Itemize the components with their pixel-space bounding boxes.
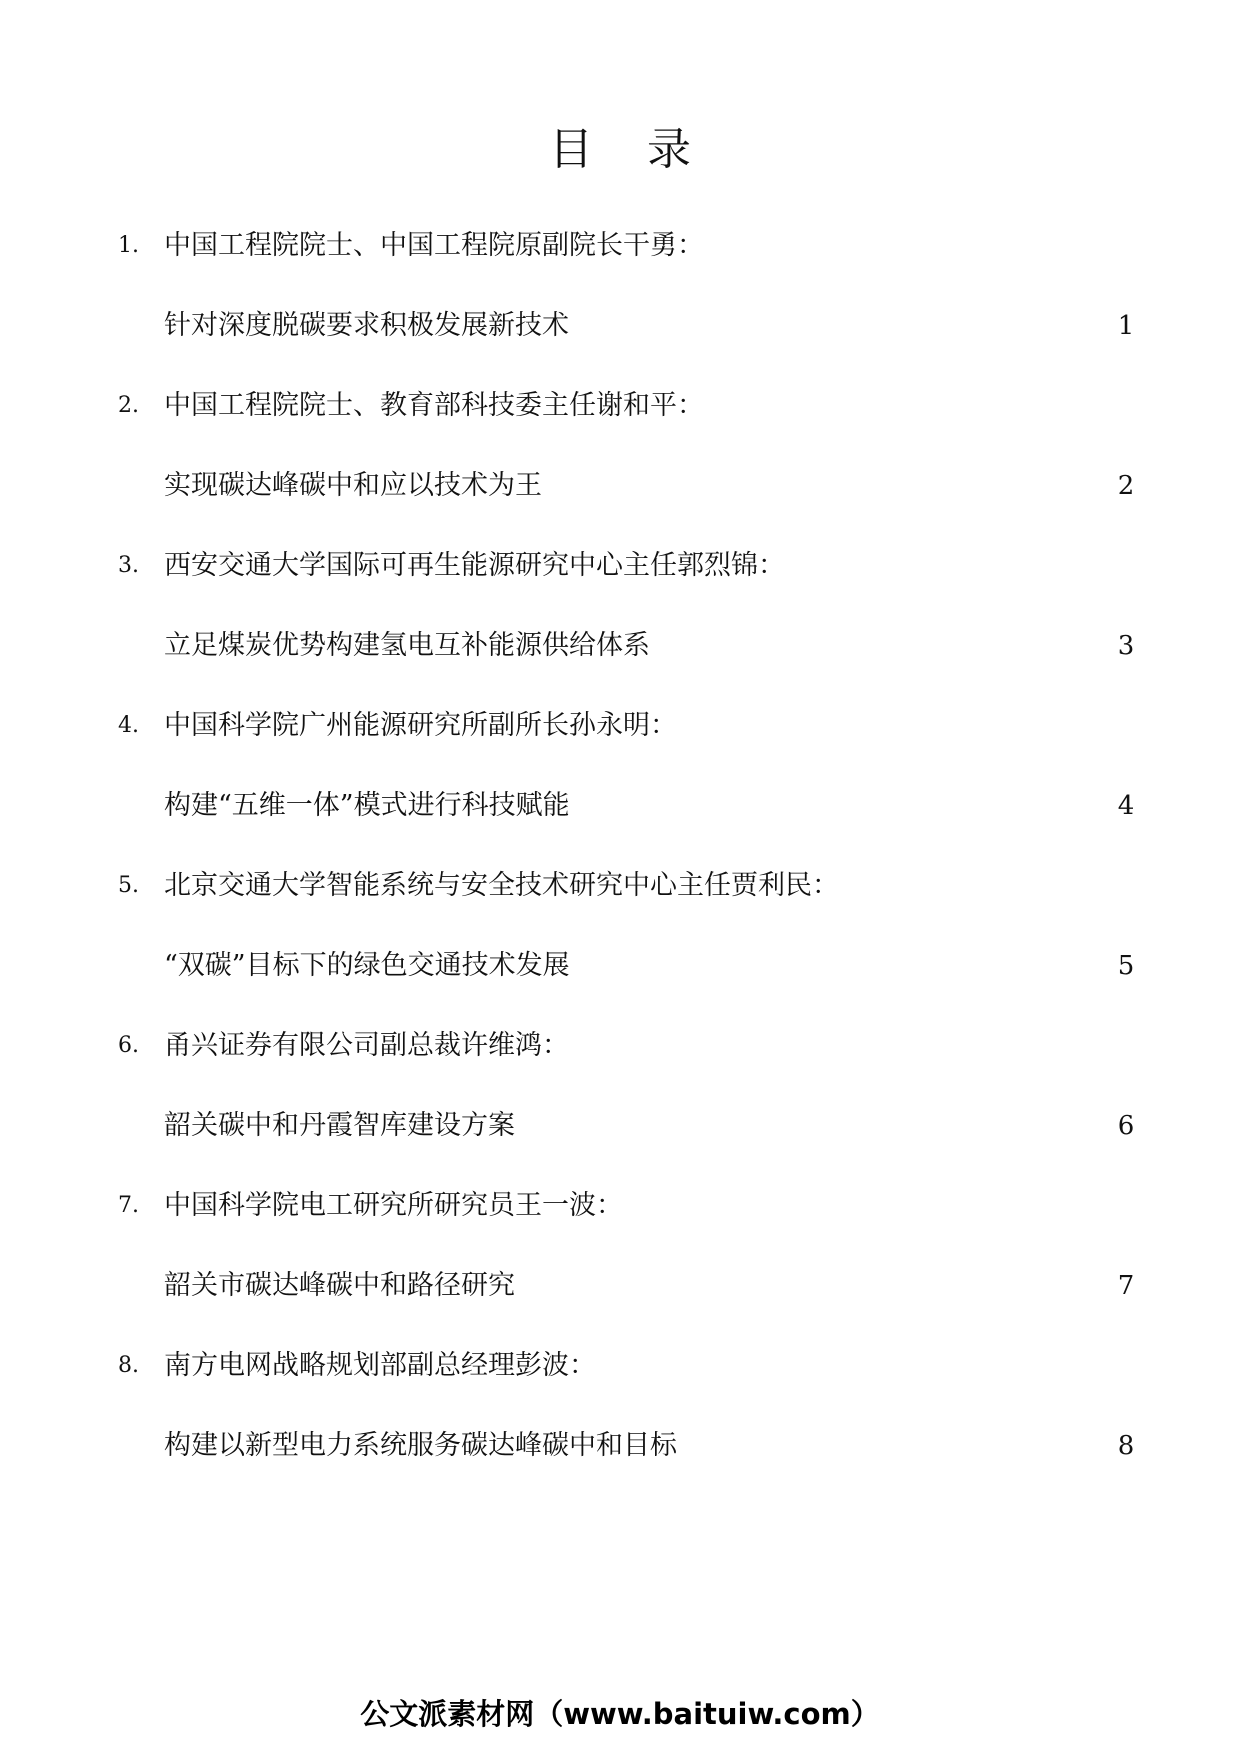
entry-title: 立足煤炭优势构建氢电互补能源供给体系: [164, 630, 650, 661]
entry-page-number: 3: [1117, 631, 1135, 661]
toc-entry[interactable]: [0, 1186, 1240, 1346]
entry-page-number: 2: [1117, 471, 1135, 501]
entry-speaker: 北京交通大学智能系统与安全技术研究中心主任贾利民：: [164, 870, 839, 901]
entry-title: 构建以新型电力系统服务碳达峰碳中和目标: [164, 1430, 677, 1461]
entry-number: 2.: [118, 393, 139, 418]
toc-entry[interactable]: [0, 386, 1240, 546]
toc-entry[interactable]: [0, 1026, 1240, 1186]
entry-title: 针对深度脱碳要求积极发展新技术: [164, 310, 569, 341]
entry-page-number: 4: [1117, 791, 1135, 821]
entry-speaker: 甬兴证券有限公司副总裁许维鸿：: [164, 1030, 569, 1061]
entry-speaker: 中国工程院院士、中国工程院原副院长干勇：: [164, 230, 704, 261]
entry-speaker: 西安交通大学国际可再生能源研究中心主任郭烈锦：: [164, 550, 785, 581]
entry-title: 韶关碳中和丹霞智库建设方案: [164, 1110, 515, 1141]
toc-entry[interactable]: [0, 866, 1240, 1026]
entry-title: 实现碳达峰碳中和应以技术为王: [164, 470, 542, 501]
entry-page-number: 5: [1117, 951, 1135, 981]
entry-page-number: 6: [1117, 1111, 1135, 1141]
entry-speaker: 中国工程院院士、教育部科技委主任谢和平：: [164, 390, 704, 421]
entry-title: “双碳”目标下的绿色交通技术发展: [164, 950, 570, 981]
entry-number: 5.: [118, 873, 139, 898]
footer-watermark: 公文派素材网（www.baituiw.com）: [360, 1697, 880, 1731]
entry-title: 构建“五维一体”模式进行科技赋能: [164, 790, 570, 821]
toc-entry[interactable]: [0, 546, 1240, 706]
entry-number: 1.: [118, 233, 139, 258]
entry-number: 7.: [118, 1193, 139, 1218]
entry-title: 韶关市碳达峰碳中和路径研究: [164, 1270, 515, 1301]
entry-number: 8.: [118, 1353, 139, 1378]
entry-page-number: 8: [1117, 1431, 1135, 1461]
entry-number: 6.: [118, 1033, 139, 1058]
entry-page-number: 1: [1117, 311, 1135, 341]
entry-number: 3.: [118, 553, 139, 578]
page-title: 目 录: [549, 124, 711, 175]
entry-page-number: 7: [1117, 1271, 1135, 1301]
toc-entry[interactable]: [0, 1346, 1240, 1506]
toc-entry[interactable]: [0, 706, 1240, 866]
entry-speaker: 南方电网战略规划部副总经理彭波：: [164, 1350, 596, 1381]
entry-speaker: 中国科学院电工研究所研究员王一波：: [164, 1190, 623, 1221]
entry-speaker: 中国科学院广州能源研究所副所长孙永明：: [164, 710, 677, 741]
entry-number: 4.: [118, 713, 139, 738]
toc-entry[interactable]: [0, 226, 1240, 386]
